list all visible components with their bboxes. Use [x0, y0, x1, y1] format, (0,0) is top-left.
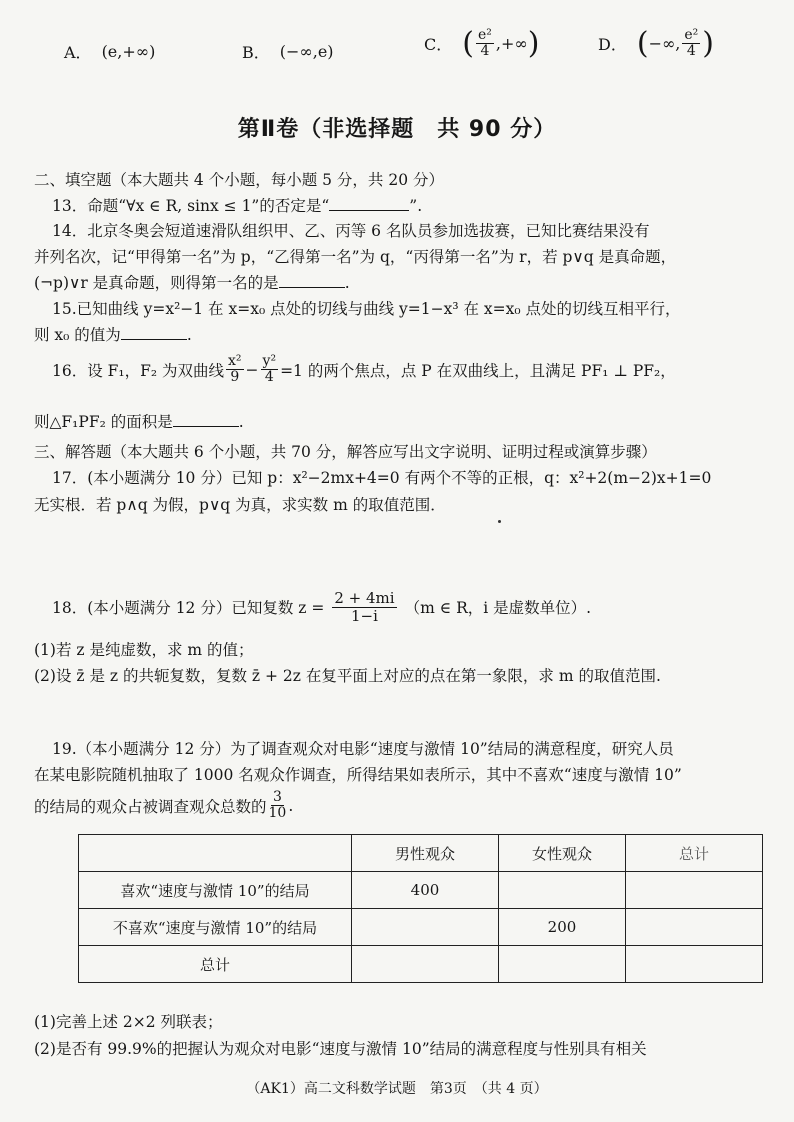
q19-fraction-num: 3: [272, 789, 282, 805]
option-c-label: C．: [424, 35, 453, 55]
option-c-open-paren: (: [462, 25, 474, 61]
option-c-close-paren: ): [527, 25, 540, 61]
q16-text-pre: 16．设 F₁，F₂ 为双曲线: [52, 361, 225, 380]
option-d-open-paren: (: [636, 25, 649, 61]
q15-line2-post: .: [186, 326, 192, 344]
q13-text-post: ”.: [409, 197, 423, 215]
q19-line3-pre: 的结局的观众占被调查观众总数的: [34, 797, 267, 816]
q16-fraction-y-den: 4: [264, 369, 274, 386]
q15-line2-pre: 则 x₀ 的值为: [34, 326, 121, 344]
q18-fraction-num: 2 + 4mi: [334, 589, 395, 607]
page-footer: （AK1）高二文科数学试题 第3页 （共 4 页）: [246, 1081, 548, 1097]
table-header-row: [79, 835, 763, 872]
q16-line2-pre: 则△F₁PF₂ 的面积是: [34, 413, 173, 431]
table-cell: 400: [352, 872, 499, 909]
q18-line1: [52, 590, 591, 624]
q17-line2: 无实根．若 p∧q 为假，p∨q 为真，求实数 m 的取值范围．: [34, 496, 446, 514]
q14-line3: [34, 271, 350, 293]
contingency-table: [78, 834, 763, 983]
option-d-label: D．: [598, 35, 627, 55]
q15-line1: 15.已知曲线 y=x²−1 在 x=x₀ 点处的切线与曲线 y=1−x³ 在 x=x₀ 点处的切线互相平行，: [52, 300, 681, 318]
q14-answer-blank: [279, 287, 345, 288]
q18-sub1: (1)若 z 是纯虚数，求 m 的值；: [34, 641, 254, 659]
table-row: [79, 909, 763, 946]
option-d-close-paren: ): [702, 25, 715, 61]
q16-fraction-y-num: y²: [262, 353, 277, 369]
q13-answer-blank: [329, 210, 409, 211]
table-cell: [499, 872, 626, 909]
q16-line2-post: .: [238, 413, 244, 431]
q16-minus: −: [245, 360, 259, 379]
option-d: [598, 25, 715, 61]
q16-line1: [52, 354, 676, 386]
table-cell: [626, 872, 763, 909]
q18-fraction: [332, 590, 396, 624]
option-b-interval: (−∞,e): [279, 42, 334, 61]
option-c: [424, 25, 540, 61]
q15-answer-blank: [121, 339, 187, 340]
table-cell: 总计: [79, 946, 352, 983]
option-c-denominator: 4: [480, 43, 490, 60]
stray-mark: [498, 520, 501, 523]
table-cell: [352, 909, 499, 946]
q14-line3-post: .: [344, 274, 350, 292]
table-cell: [352, 946, 499, 983]
q19-sub1: (1)完善上述 2×2 列联表；: [34, 1013, 223, 1031]
option-d-denominator: 4: [686, 43, 696, 60]
q16-line2: [34, 410, 244, 432]
q19-line2: 在某电影院随机抽取了 1000 名观众作调查，所得结果如表所示，其中不喜欢“速度与激情 10”: [34, 766, 682, 784]
table-row: [79, 946, 763, 983]
table-header-cell: 总计: [626, 835, 763, 872]
option-b: [242, 40, 334, 63]
table-row: [79, 872, 763, 909]
q19-fraction: [269, 790, 287, 822]
q13-text-pre: 13．命题“∀x ∈ R, sinx ≤ 1”的否定是“: [52, 197, 330, 215]
q16-fraction-x-num: x²: [228, 353, 242, 369]
q18-text-post: （m ∈ R，i 是虚数单位）.: [404, 599, 592, 617]
option-a-label: A．: [64, 43, 92, 62]
option-c-numerator: e²: [477, 27, 492, 43]
section-title: 第Ⅱ卷（非选择题 共 90 分）: [237, 117, 557, 142]
option-a: [64, 40, 155, 63]
q14-line2: 并列名次，记“甲得第一名”为 p，“乙得第一名”为 q，“丙得第一名”为 r，若 p∨q 是真命题，: [34, 248, 677, 266]
q19-line3: [34, 790, 293, 822]
q19-line1: 19.（本小题满分 12 分）为了调查观众对电影“速度与激情 10”结局的满意程度，研究人员: [52, 740, 674, 758]
q14-line3-pre: (¬p)∨r 是真命题，则得第一名的是: [34, 274, 279, 292]
q16-fraction-x: [226, 354, 244, 386]
part2-heading: 二、填空题（本大题共 4 个小题，每小题 5 分，共 20 分）: [34, 171, 445, 189]
q19-fraction-den: 10: [268, 805, 287, 822]
part3-heading: 三、解答题（本大题共 6 个小题，共 70 分，解答应写出文字说明、证明过程或演算步骤）: [34, 443, 657, 461]
table-cell: [626, 946, 763, 983]
option-d-numerator: e²: [684, 27, 699, 43]
q18-sub2: (2)设 z̄ 是 z 的共轭复数，复数 z̄ + 2z 在复平面上对应的点在第一象限，求 m 的取值范围.: [34, 667, 661, 685]
q18-fraction-den: 1−i: [351, 606, 378, 625]
q16-text-post: =1 的两个焦点，点 P 在双曲线上，且满足 PF₁ ⊥ PF₂，: [280, 361, 676, 380]
option-b-label: B．: [242, 43, 270, 62]
option-c-fraction: [476, 28, 494, 60]
q15-line2: [34, 323, 192, 345]
table-cell: 200: [499, 909, 626, 946]
table-cell: 不喜欢“速度与激情 10”的结局: [79, 909, 352, 946]
table-header-cell: [79, 835, 352, 872]
table-cell: [499, 946, 626, 983]
table-header-cell: 女性观众: [499, 835, 626, 872]
q14-line1: 14．北京冬奥会短道速滑队组织甲、乙、丙等 6 名队员参加选拔赛，已知比赛结果没有: [52, 222, 650, 240]
table-cell: 喜欢“速度与激情 10”的结局: [79, 872, 352, 909]
table-header-cell: 男性观众: [352, 835, 499, 872]
q13: [52, 194, 422, 216]
option-c-rest: ,+∞: [495, 34, 528, 54]
q16-fraction-x-den: 9: [230, 369, 240, 386]
q16-answer-blank: [173, 426, 239, 427]
q18-text-pre: 18．(本小题满分 12 分）已知复数 z =: [52, 599, 325, 617]
option-a-interval: (e,+∞): [101, 42, 156, 61]
q19-sub2: (2)是否有 99.9%的把握认为观众对电影“速度与激情 10”结局的满意程度与性别具有相关: [34, 1040, 647, 1058]
option-d-pre: −∞,: [648, 34, 681, 54]
q17-line1: 17．(本小题满分 10 分）已知 p：x²−2mx+4=0 有两个不等的正根，q：x²+2(m−2)x+1=0: [52, 469, 712, 487]
q19-line3-post: .: [288, 796, 294, 815]
q16-fraction-y: [261, 354, 279, 386]
option-d-fraction: [682, 28, 700, 60]
table-cell: [626, 909, 763, 946]
